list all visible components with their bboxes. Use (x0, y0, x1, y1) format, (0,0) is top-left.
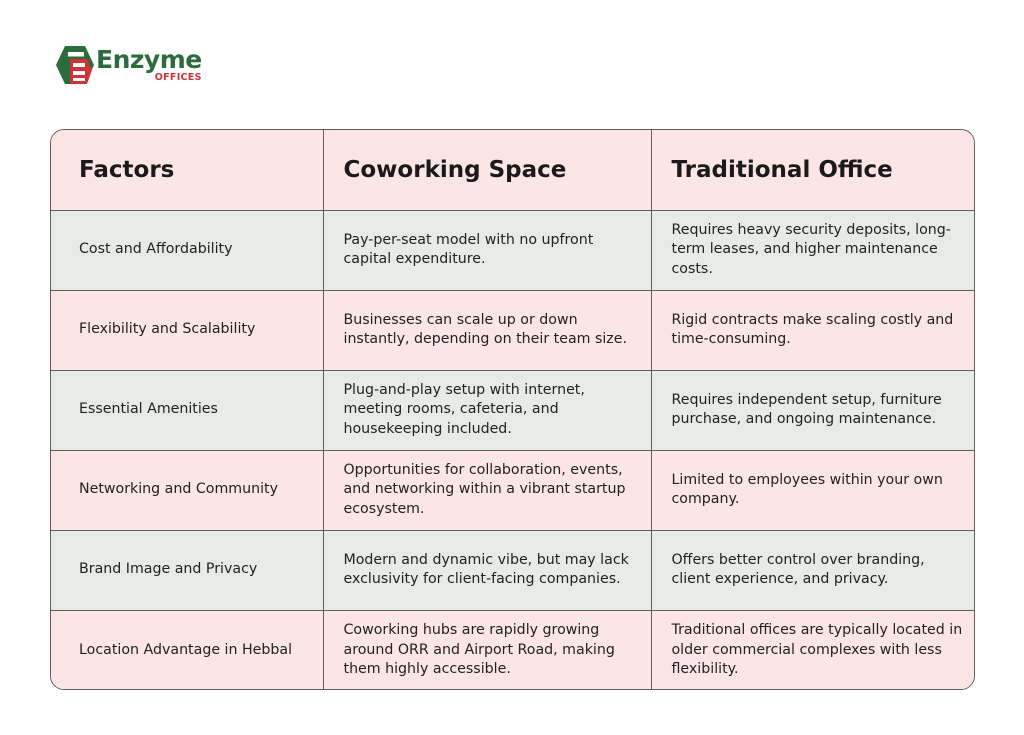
coworking-cell: Pay-per-seat model with no upfront capital expenditure. (323, 210, 651, 290)
traditional-cell: Offers better control over branding, client experience, and privacy. (651, 530, 975, 610)
traditional-cell: Requires independent setup, furniture purchase, and ongoing maintenance. (651, 370, 975, 450)
coworking-cell: Coworking hubs are rapidly growing around ORR and Airport Road, making them highly accessible. (323, 610, 651, 690)
header-factors: Factors (51, 130, 323, 210)
brand-sub: OFFICES (154, 72, 202, 84)
factor-cell: Brand Image and Privacy (51, 530, 323, 610)
factor-cell: Location Advantage in Hebbal (51, 610, 323, 690)
header-coworking: Coworking Space (323, 130, 651, 210)
coworking-cell: Opportunities for collaboration, events, and networking within a vibrant startup ecosystem. (323, 450, 651, 530)
table-row (51, 210, 975, 290)
factor-cell: Flexibility and Scalability (51, 290, 323, 370)
enzyme-logo-icon (56, 45, 94, 85)
traditional-cell: Limited to employees within your own company. (651, 450, 975, 530)
table-row (51, 530, 975, 610)
coworking-cell: Businesses can scale up or down instantly, depending on their team size. (323, 290, 651, 370)
comparison-table (50, 129, 975, 690)
coworking-cell: Modern and dynamic vibe, but may lack exclusivity for client-facing companies. (323, 530, 651, 610)
factor-cell: Essential Amenities (51, 370, 323, 450)
table-row (51, 610, 975, 690)
header-traditional: Traditional Office (651, 130, 975, 210)
table-header-row (51, 130, 975, 210)
factor-cell: Networking and Community (51, 450, 323, 530)
factor-cell: Cost and Affordability (51, 210, 323, 290)
table-row (51, 450, 975, 530)
traditional-cell: Requires heavy security deposits, long-term leases, and higher maintenance costs. (651, 210, 975, 290)
coworking-cell: Plug-and-play setup with internet, meeting rooms, cafeteria, and housekeeping included. (323, 370, 651, 450)
brand-name: Enzyme (96, 45, 202, 75)
traditional-cell: Traditional offices are typically located in older commercial complexes with less flexibility. (671, 622, 963, 677)
table-row (51, 370, 975, 450)
table-row (51, 290, 975, 370)
brand-wordmark (96, 47, 202, 83)
brand-logo (56, 44, 202, 86)
traditional-cell: Rigid contracts make scaling costly and time-consuming. (651, 290, 975, 370)
